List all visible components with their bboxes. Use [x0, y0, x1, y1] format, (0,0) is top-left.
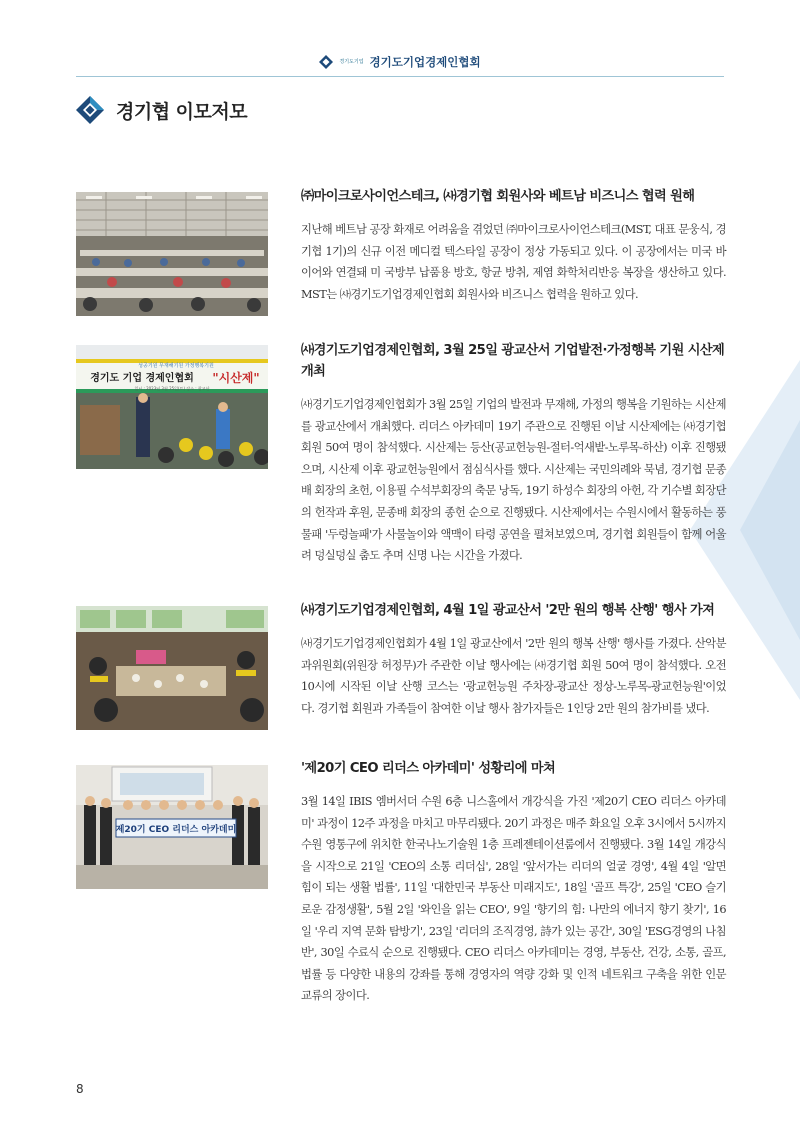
article-body: 3월 14일 IBIS 엠버서더 수원 6층 니스홀에서 개강식을 가진 '제20기 CEO 리더스 아카데미' 과정이 12주 과정을 마치고 마무리됐다. 20기 과정은 매주 화요일 오후 3시에서 5시까지 수원 영통구에 위치한 한국나노기술원 1층 프레젠테이션룸에서 진행됐다. 3월 14일 개강식을 시작으로 21일 'CEO의 소통 리더십', 28일 '앞서가는 리더의 얼굴 경영', 4월 4일 '알면 힘이 되는 생활 법률', 11일 '대한민국 부동산 미래지도', 18일 '골프 특강', 25일 'CEO 슬기로운 감정생활', 5월 2일 '와인을 읽는 CEO', 9일 '향기의 힘: 나만의 에너지 향기 찾기', 16일 '우리 지역 문화 탐방기', 23일 '리더의 조직경영, 詩가 있는 공간', 30일 'ESG경영의 나침반', 30일 수료식 순으로 진행됐다. CEO 리더스 아카데미는 경영, 부동산, 건강, 소통, 골프, 법률 등 다양한 내용의 강좌를 통해 경영자의 역량 강화 및 인적 네트워크 구축을 위한 인문 교류의 장이다.: [301, 795, 726, 1003]
section-title-label: 경기협 이모저모: [116, 100, 248, 123]
banner-top-text: 성공기원 무재해기원 가정행복기원: [138, 363, 214, 369]
section-title: [76, 96, 247, 124]
article-1: [301, 186, 726, 305]
ceo-academy-photo: [76, 765, 268, 889]
banner-event-text: "시산제": [212, 371, 260, 385]
header-logo: [319, 54, 480, 70]
factory-photo: [76, 192, 268, 316]
article-title: ㈔경기도기업경제인협회, 4월 1일 광교산서 '2만 원의 행복 산행' 행사 가져: [301, 603, 715, 618]
logo-small-text: 경기도기업: [339, 59, 364, 65]
page-number: 8: [76, 1082, 84, 1096]
article-3: [301, 600, 726, 719]
article-title: ㈜마이크로사이언스테크, ㈔경기협 회원사와 베트남 비즈니스 협력 원해: [301, 189, 695, 204]
article-2: [301, 340, 726, 567]
article-body: ㈔경기도기업경제인협회가 4월 1일 광교산에서 '2만 원의 행복 산행' 행사를 가졌다. 산악분과위원회(위원장 허정무)가 주관한 이날 행사에는 ㈔경기협 회원 50여 명이 참석했다. 오전 10시에 시작된 이날 산행 코스는 '광교헌능원 주차장-광교산 정상-노루목-광교헌능원'이었다. 경기협 회원과 가족들이 참여한 이날 행사 참가자들은 1인당 2만 원의 참가비를 냈다.: [301, 637, 726, 715]
diamond-section-icon: [76, 96, 104, 124]
hiking-event-photo: [76, 606, 268, 730]
article-body: 지난해 베트남 공장 화재로 어려움을 겪었던 ㈜마이크로사이언스테크(MST, 대표 문웅식, 경기협 1기)의 신규 이전 메디컬 텍스타일 공장이 정상 가동되고 있다. 이 공장에서는 미국 바이어와 연결돼 미 국방부 납품용 방호, 항균 방취, 제염 화학처리반응 복장을 생산하고 있다. MST는 ㈔경기도기업경제인협회 회원사와 비즈니스 협력을 원하고 있다.: [301, 223, 726, 301]
article-title: ㈔경기도기업경제인협회, 3월 25일 광교산서 기업발전·가정행복 기원 시산제 개최: [301, 343, 725, 379]
header-org-name: 경기도기업경제인협회: [369, 55, 481, 69]
ceremony-photo: [76, 345, 268, 469]
article-title: '제20기 CEO 리더스 아카데미' 성황리에 마쳐: [301, 761, 556, 776]
diamond-logo-icon: [319, 55, 333, 69]
article-4: [301, 758, 726, 1007]
ceo-banner-text: 제20기 CEO 리더스 아카데미: [115, 825, 237, 835]
page-header: [76, 48, 724, 77]
article-body: ㈔경기도기업경제인협회가 3월 25일 기업의 발전과 무재해, 가정의 행복을 기원하는 시산제를 광교산에서 개최했다. 리더스 아카데미 19기 주관으로 진행된 이날 시산제에는 ㈔경기협 회원 50여 명이 참석했다. 시산제는 등산(공교헌능원-절터-억새밭-노루목-하산) 이후 진행됐으며, 시산제 이후 광교헌능원에서 점심식사를 했다. 시산제는 국민의례와 묵념, 경기협 문종배 회장의 초헌, 이용필 수석부회장의 축문 낭독, 19기 하성수 회장의 아헌, 각 기수별 회장단의 헌작과 후원, 문종배 회장의 종헌 순으로 진행됐다. 시산제에서는 수원시에서 활동하는 풍물패 '두렁놀패'가 사물놀이와 액맥이 타령 공연을 펼쳐보였으며, 경기협 회원들이 함께 어울려 덩실덩실 춤도 추며 신명 나는 시간을 가졌다.: [301, 398, 726, 563]
banner-main-text: 경기도 기업 경제인협회: [90, 373, 194, 384]
banner-sub-text: 일시 : 2023년 3월 25일(토) 장소 : 광교산: [134, 386, 210, 391]
